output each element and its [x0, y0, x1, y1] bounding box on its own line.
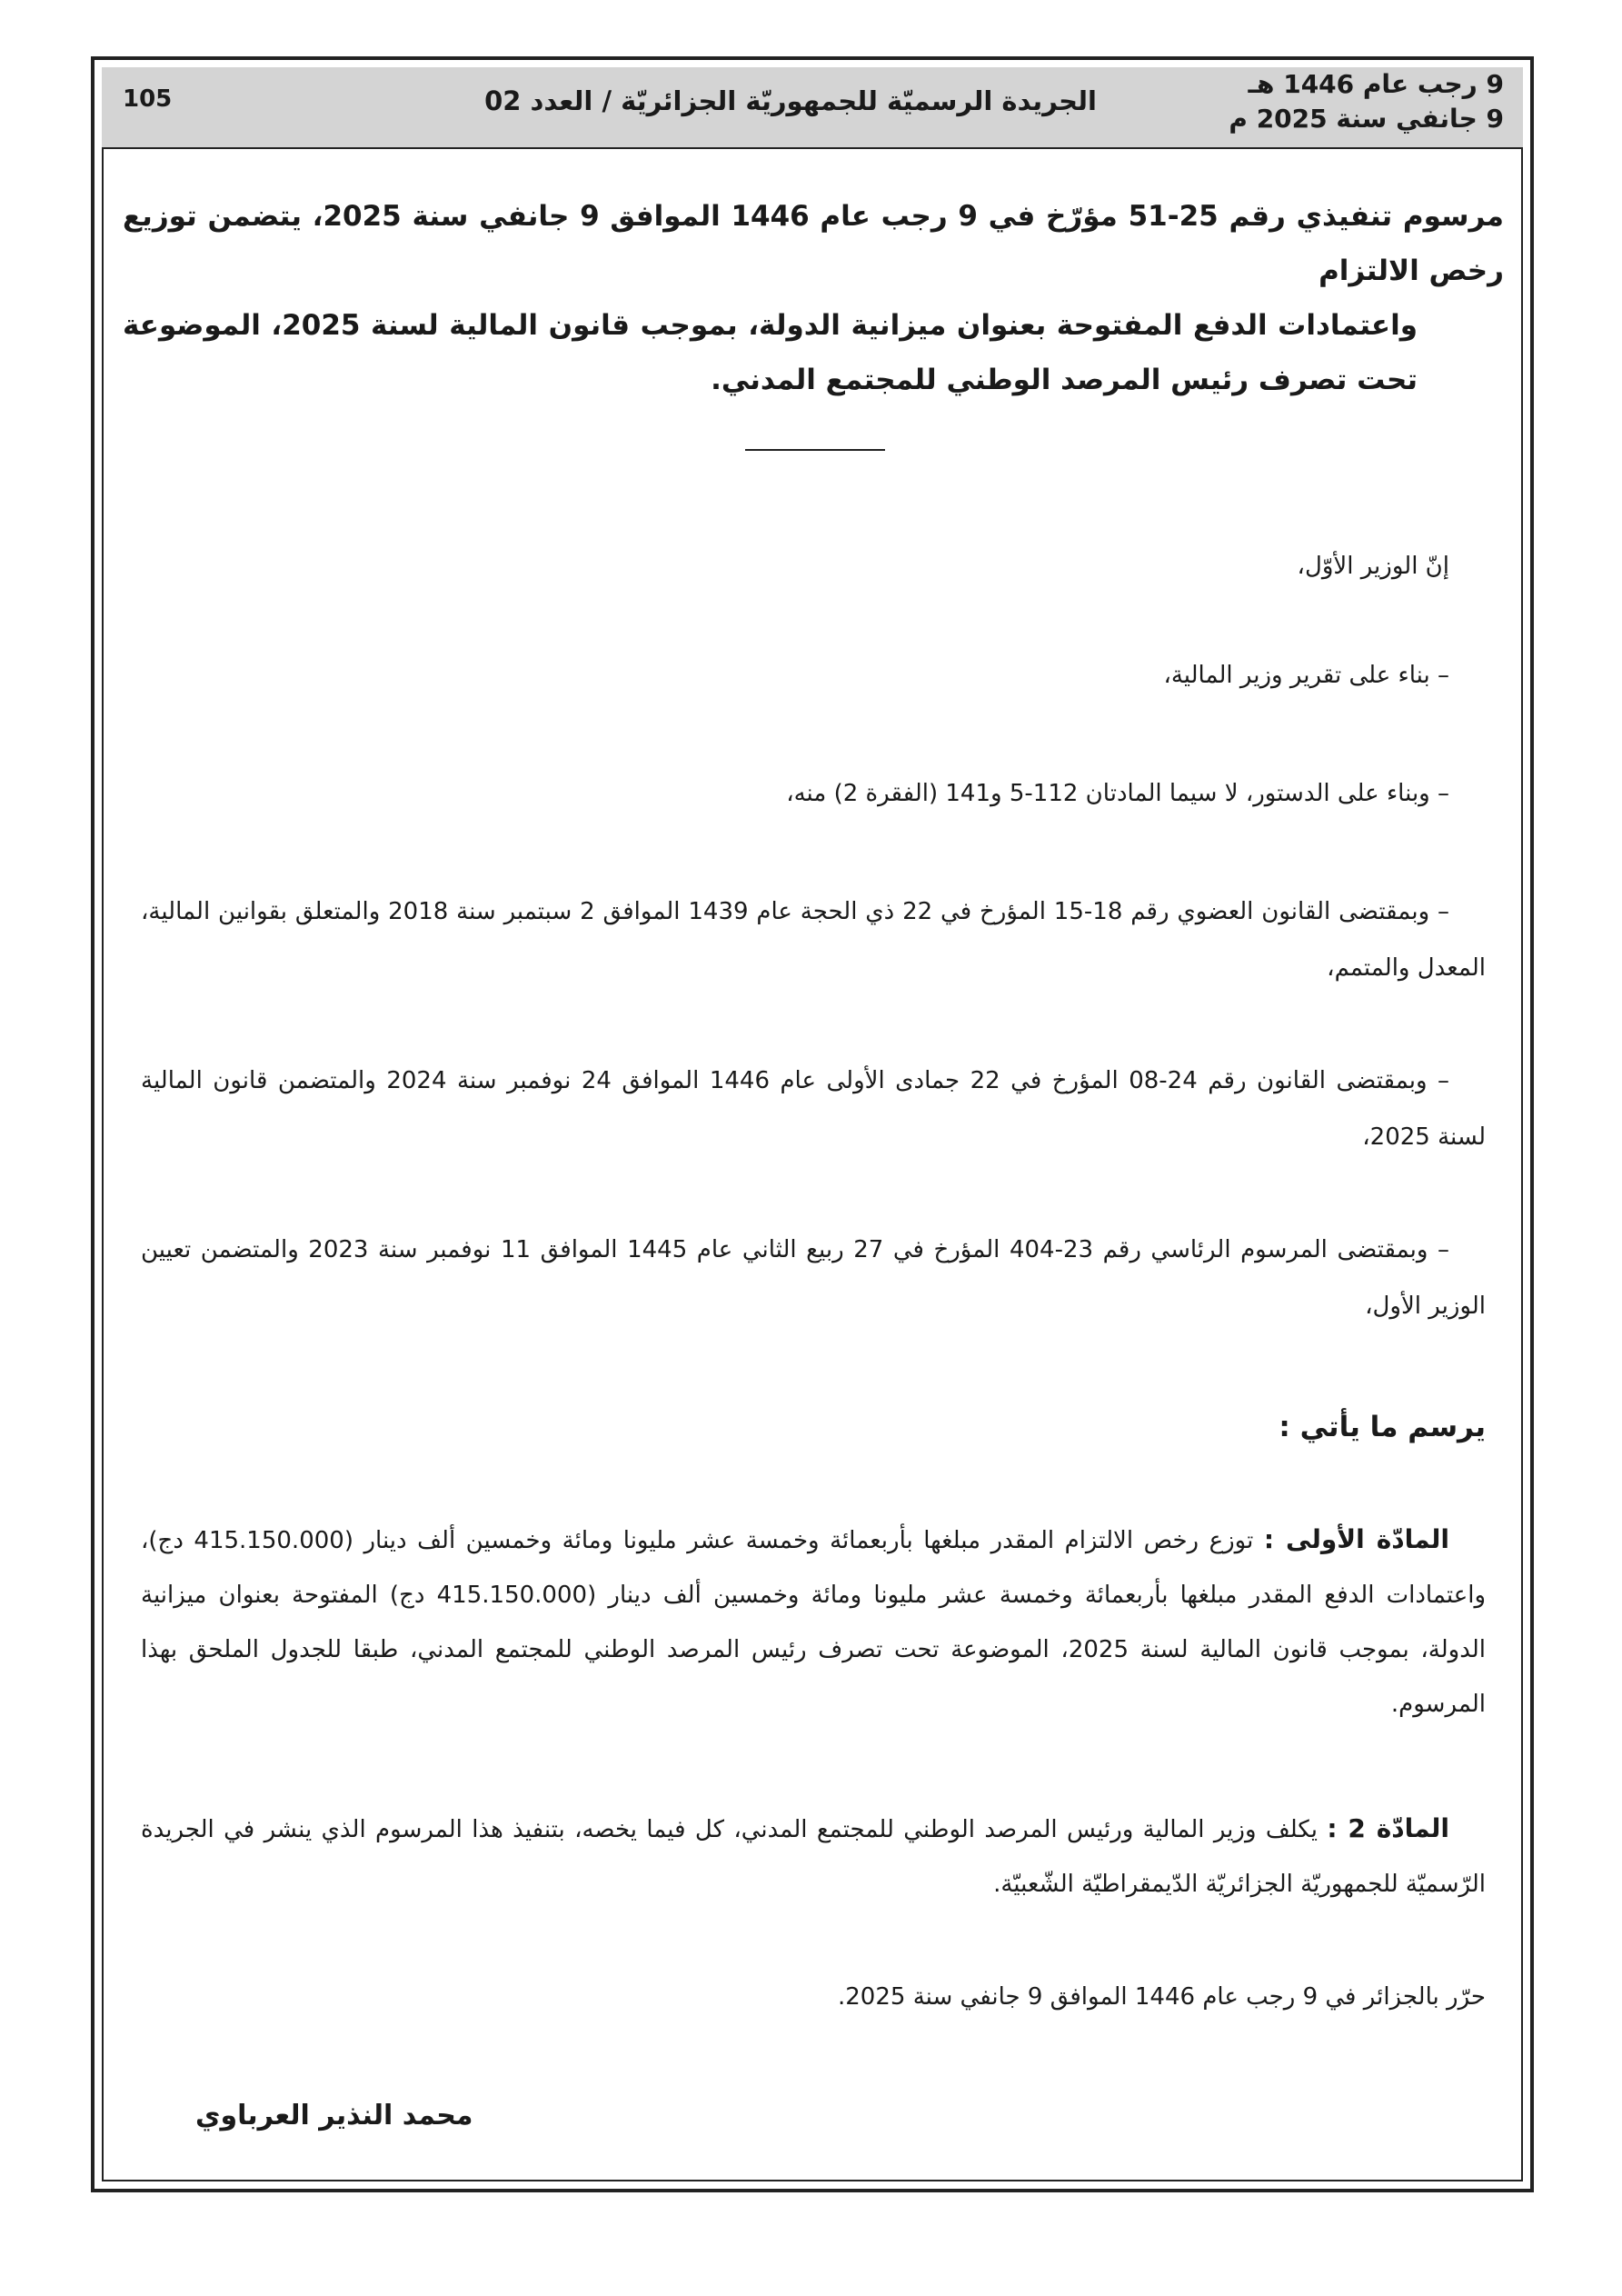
header-hijri-date: 9 رجب عام 1446 هـ — [1248, 69, 1504, 99]
decrees-heading: يرسم ما يأتي : — [1279, 1411, 1486, 1443]
decree-title — [123, 189, 1504, 407]
page-number: 105 — [123, 85, 173, 113]
decree-title-line1: مرسوم تنفيذي رقم 25-51 مؤرّخ في 9 رجب عام 1446 الموافق 9 جانفي سنة 2025، يتضمن توزيع رخص الالتزام — [123, 200, 1505, 287]
preamble-item-1: – بناء على تقرير وزير المالية، — [1163, 662, 1449, 689]
preamble-item-5: – وبمقتضى المرسوم الرئاسي رقم 23-404 المؤرخ في 27 ربيع الثاني عام 1445 الموافق 11 نوفمبر سنة 2023 والمتضمن تعيين الوزير الأول، — [141, 1236, 1486, 1320]
preamble-item-3: – وبمقتضى القانون العضوي رقم 18-15 المؤرخ في 22 ذي الحجة عام 1439 الموافق 2 سبتمبر سنة 2018 والمتعلق بقوانين المالية، المعدل والمتمم، — [141, 898, 1486, 982]
signature: محمد النذير العرباوي — [195, 2100, 473, 2131]
preamble-item-2: – وبناء على الدستور، لا سيما المادتان 112-5 و141 (الفقرة 2) منه، — [786, 780, 1449, 807]
article-2 — [141, 1802, 1486, 1912]
done-at-line: حرّر بالجزائر في 9 رجب عام 1446 الموافق 9 جانفي سنة 2025. — [838, 1983, 1486, 2011]
decree-title-rest: واعتمادات الدفع المفتوحة بعنوان ميزانية الدولة، بموجب قانون المالية لسنة 2025، الموضوعة تحت تصرف رئيس المرصد الوطني للمجتمع المدني. — [123, 309, 1418, 396]
header-date — [1229, 67, 1504, 136]
article-1-label: المادّة الأولى : — [1263, 1524, 1449, 1554]
preamble-opening: إنّ الوزير الأوّل، — [1297, 553, 1449, 580]
preamble-item-4: – وبمقتضى القانون رقم 24-08 المؤرخ في 22 جمادى الأولى عام 1446 الموافق 24 نوفمبر سنة 2024 والمتضمن قانون المالية لسنة 2025، — [141, 1067, 1486, 1151]
separator-line — [745, 449, 885, 451]
header-title: الجريدة الرسميّة للجمهوريّة الجزائريّة / العدد 02 — [484, 85, 1097, 116]
article-1-text: توزع رخص الالتزام المقدر مبلغها بأربعمائة وخمسة عشر مليونا ومائة وخمسين ألف دينار (415.150.000 دج)، واعتمادات الدفع المقدر مبلغها بأربعمائة وخمسة عشر مليونا ومائة وخمسين ألف دينار (415.150.000 دج) المفتوحة بعنوان ميزانية الدولة، بموجب قانون المالية لسنة 2025، الموضوعة تحت تصرف رئيس المرصد الوطني للمجتمع المدني، طبقا للجدول الملحق بهذا المرسوم. — [141, 1527, 1487, 1718]
article-2-text: يكلف وزير المالية ورئيس المرصد الوطني للمجتمع المدني، كل فيما يخصه، بتنفيذ هذا المرسوم الذي ينشر في الجريدة الرّسميّة للجمهوريّة الجزائريّة الدّيمقراطيّة الشّعبيّة. — [141, 1816, 1486, 1898]
header-gregorian-date: 9 جانفي سنة 2025 م — [1229, 104, 1504, 134]
article-1 — [141, 1512, 1486, 1732]
article-2-label: المادّة 2 : — [1327, 1813, 1449, 1843]
